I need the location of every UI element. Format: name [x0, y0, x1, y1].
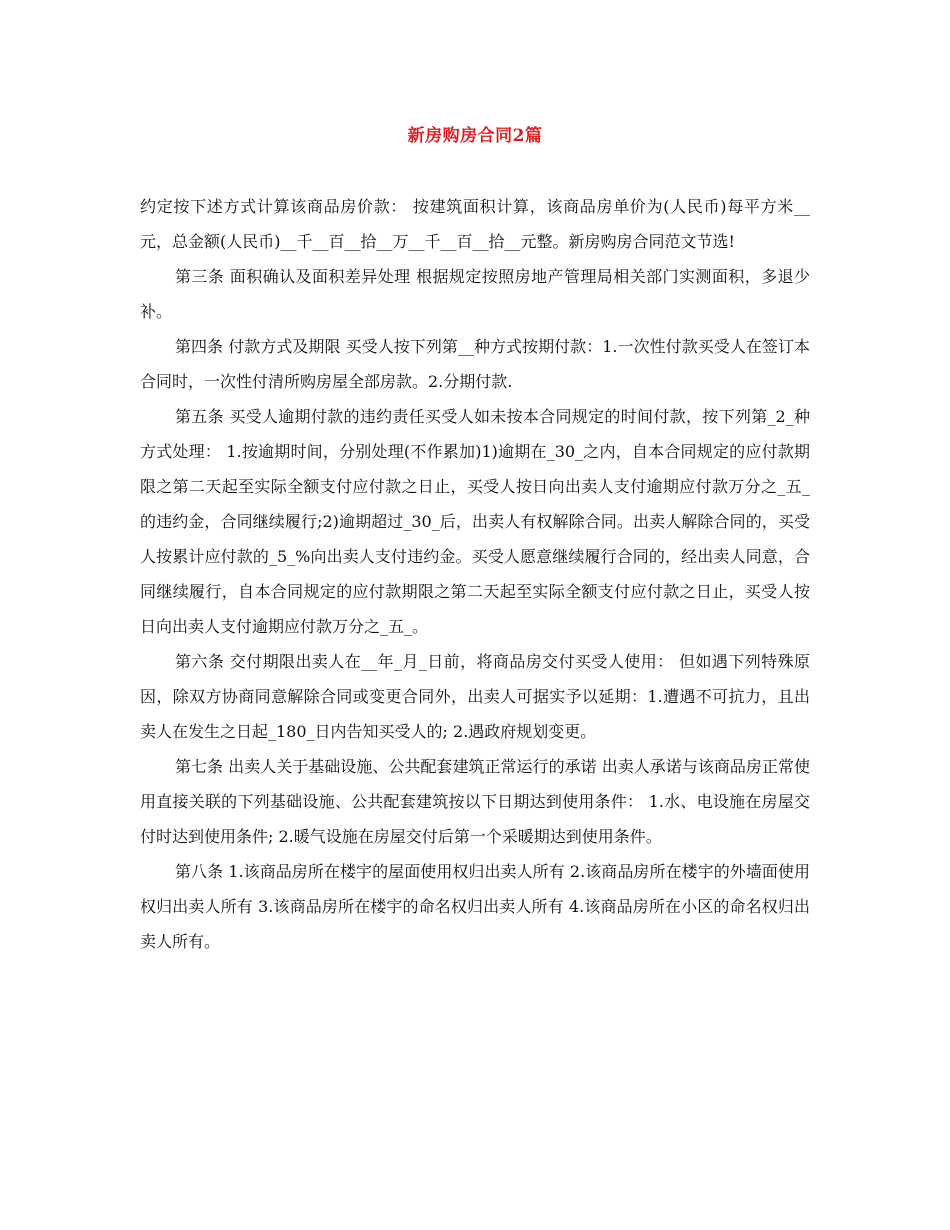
- document-body: [140, 189, 810, 959]
- paragraph-article-7: 第七条 出卖人关于基础设施、公共配套建筑正常运行的承诺 出卖人承诺与该商品房正常使用直接关联的下列基础设施、公共配套建筑按以下日期达到使用条件： 1.水、电设施在房屋交付时达到使用条件; 2.暖气设施在房屋交付后第一个采暖期达到使用条件。: [140, 757, 810, 846]
- paragraph-article-8: 第八条 1.该商品房所在楼宇的屋面使用权归出卖人所有 2.该商品房所在楼宇的外墙面使用权归出卖人所有 3.该商品房所在楼宇的命名权归出卖人所有 4.该商品房所在小区的命名权归出卖人所有。: [140, 862, 810, 951]
- paragraph-article-4: 第四条 付款方式及期限 买受人按下列第__种方式按期付款：1.一次性付款买受人在签订本合同时，一次性付清所购房屋全部房款。2.分期付款.: [140, 337, 810, 391]
- paragraph-article-5: 第五条 买受人逾期付款的违约责任买受人如未按本合同规定的时间付款，按下列第_2_种方式处理： 1.按逾期时间，分别处理(不作累加)1)逾期在_30_之内，自本合同规定的应付款期限之第二天起至实际全额支付应付款之日止，买受人按日向出卖人支付逾期应付款万分之_五_的违约金，合同继续履行;2)逾期超过_30_后，出卖人有权解除合同。出卖人解除合同的，买受人按累计应付款的_5_%向出卖人支付违约金。买受人愿意继续履行合同的，经出卖人同意，合同继续履行，自本合同规定的应付款期限之第二天起至实际全额支付应付款之日止，买受人按日向出卖人支付逾期应付款万分之_五_。: [140, 407, 810, 636]
- paragraph-article-3: 第三条 面积确认及面积差异处理 根据规定按照房地产管理局相关部门实测面积，多退少补。: [140, 267, 810, 321]
- document-title: 新房购房合同2篇: [407, 126, 543, 146]
- paragraph-price-calculation: 约定按下述方式计算该商品房价款： 按建筑面积计算，该商品房单价为(人民币)每平方米__元，总金额(人民币)__千__百__拾__万__千__百__拾__元整。新房购房合同范文节选!: [140, 197, 810, 251]
- paragraph-article-6: 第六条 交付期限出卖人在__年_月_日前，将商品房交付买受人使用： 但如遇下列特殊原因，除双方协商同意解除合同或变更合同外，出卖人可据实予以延期：1.遭遇不可抗力，且出卖人在发生之日起_180_日内告知买受人的; 2.遇政府规划变更。: [140, 652, 810, 741]
